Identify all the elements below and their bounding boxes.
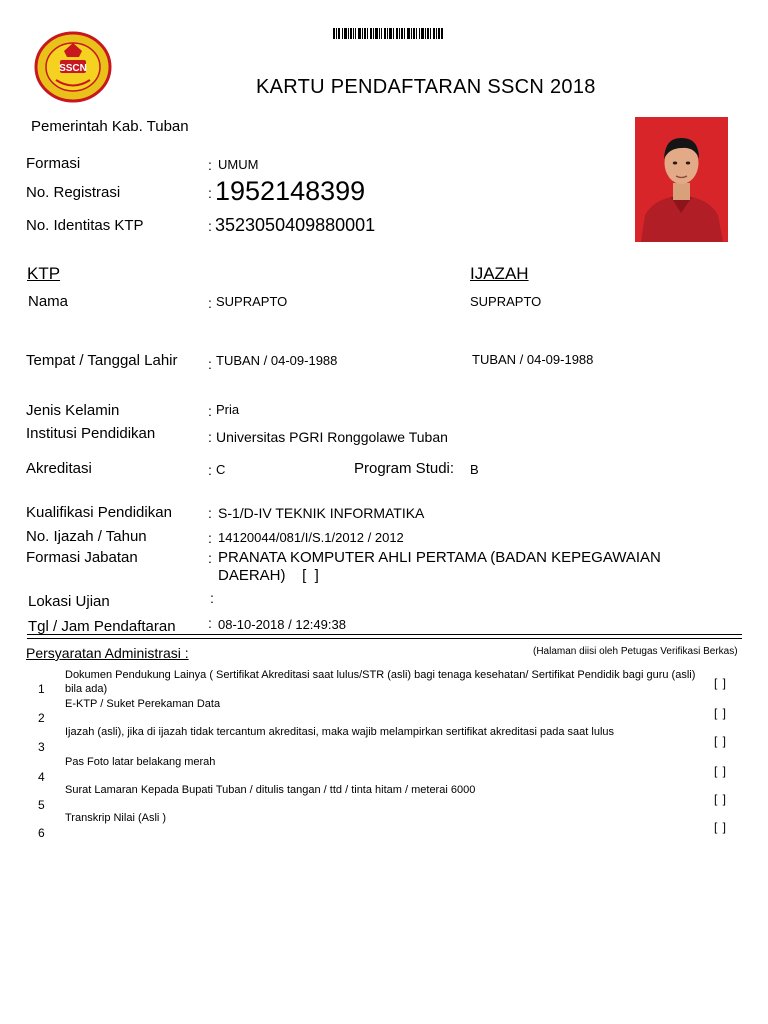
tgl-daftar-label: Tgl / Jam Pendaftaran (28, 618, 176, 635)
no-ktp-colon: : (208, 218, 212, 234)
req-4-text: Pas Foto latar belakang merah (65, 756, 216, 768)
req-5-text: Surat Lamaran Kepada Bupati Tuban / ditulis tangan / ttd / tinta hitam / meterai 6000 (65, 784, 476, 796)
req-5-number: 5 (38, 798, 45, 812)
divider-line (27, 638, 742, 639)
formasi-jabatan-colon: : (208, 550, 212, 566)
no-ktp-label: No. Identitas KTP (26, 217, 144, 234)
req-6-text: Transkrip Nilai (Asli ) (65, 812, 167, 824)
req-4-number: 4 (38, 770, 45, 784)
req-3-checkbox[interactable]: [ ] (714, 734, 728, 748)
nama-label: Nama (28, 293, 69, 310)
no-ktp-value: 3523050409880001 (215, 215, 376, 235)
formasi-label: Formasi (26, 155, 81, 172)
ktp-section-header: KTP (27, 264, 61, 283)
nama-ktp-value: SUPRAPTO (216, 294, 288, 309)
kualifikasi-colon: : (208, 505, 212, 521)
lokasi-ujian-colon: : (210, 590, 214, 606)
ttl-ktp-value: TUBAN / 04-09-1988 (216, 353, 338, 368)
institusi-value: Universitas PGRI Ronggolawe Tuban (216, 429, 448, 445)
kualifikasi-label: Kualifikasi Pendidikan (26, 504, 172, 521)
formasi-colon: : (208, 157, 212, 173)
page-title: KARTU PENDAFTARAN SSCN 2018 (256, 76, 596, 98)
ijazah-tahun-colon: : (208, 530, 212, 546)
ijazah-tahun-value: 14120044/081/I/S.1/2012 / 2012 (218, 530, 404, 545)
applicant-photo (635, 117, 728, 242)
ttl-label: Tempat / Tanggal Lahir (26, 352, 178, 369)
nama-ijazah-value: SUPRAPTO (470, 294, 542, 309)
ijazah-section-header: IJAZAH (470, 264, 529, 283)
ijazah-tahun-label: No. Ijazah / Tahun (26, 528, 147, 545)
ttl-colon: : (208, 356, 212, 372)
ttl-ijazah-value: TUBAN / 04-09-1988 (472, 352, 594, 367)
req-3-number: 3 (38, 740, 45, 754)
sscn-logo (34, 31, 112, 103)
requirements-note: (Halaman diisi oleh Petugas Verifikasi Berkas) (533, 646, 738, 657)
institusi-colon: : (208, 429, 212, 445)
tgl-daftar-value: 08-10-2018 / 12:49:38 (218, 617, 346, 632)
req-3-text: Ijazah (asli), jika di ijazah tidak tercantum akreditasi, maka wajib melampirkan sertifikat akreditasi pada saat lulus (65, 726, 615, 738)
akreditasi-colon: : (208, 462, 212, 478)
divider-line (27, 634, 742, 635)
jenis-kelamin-colon: : (208, 403, 212, 419)
req-1-checkbox[interactable]: [ ] (714, 676, 728, 690)
lokasi-ujian-label: Lokasi Ujian (28, 593, 110, 610)
no-registrasi-colon: : (208, 185, 212, 201)
formasi-jabatan-value-line2: DAERAH) [ ] (218, 567, 319, 584)
req-2-checkbox[interactable]: [ ] (714, 706, 728, 720)
requirements-title: Persyaratan Administrasi : (26, 645, 189, 661)
req-2-text: E-KTP / Suket Perekaman Data (65, 698, 221, 710)
institusi-label: Institusi Pendidikan (26, 425, 156, 442)
barcode-image (333, 28, 443, 39)
kualifikasi-value: S-1/D-IV TEKNIK INFORMATIKA (218, 505, 425, 521)
jenis-kelamin-value: Pria (216, 402, 240, 417)
program-studi-label: Program Studi: (354, 460, 455, 477)
akreditasi-label: Akreditasi (26, 460, 92, 477)
req-6-number: 6 (38, 826, 45, 840)
formasi-jabatan-label: Formasi Jabatan (26, 549, 138, 566)
nama-colon: : (208, 295, 212, 311)
instansi-name: Pemerintah Kab. Tuban (31, 118, 189, 135)
formasi-value: UMUM (218, 157, 259, 172)
program-studi-value: B (470, 462, 479, 477)
no-registrasi-label: No. Registrasi (26, 184, 121, 201)
jenis-kelamin-label: Jenis Kelamin (26, 402, 120, 419)
req-2-number: 2 (38, 711, 45, 725)
req-4-checkbox[interactable]: [ ] (714, 764, 728, 778)
req-1-text: Dokumen Pendukung Lainya ( Sertifikat Akreditasi saat lulus/STR (asli) bagi tenaga kesehatan/ Sertifikat Pendidik bagi guru (asli) bila ada) (65, 669, 696, 695)
req-6-checkbox[interactable]: [ ] (714, 820, 728, 834)
formasi-jabatan-value-line1: PRANATA KOMPUTER AHLI PERTAMA (BADAN KEPEGAWAIAN (218, 549, 661, 566)
req-5-checkbox[interactable]: [ ] (714, 792, 728, 806)
tgl-daftar-colon: : (208, 615, 212, 631)
no-registrasi-value: 1952148399 (215, 176, 366, 206)
person-photo-icon (635, 117, 728, 242)
req-1-number: 1 (38, 682, 45, 696)
svg-text:SSCN: SSCN (59, 63, 87, 74)
akreditasi-value: C (216, 462, 226, 477)
